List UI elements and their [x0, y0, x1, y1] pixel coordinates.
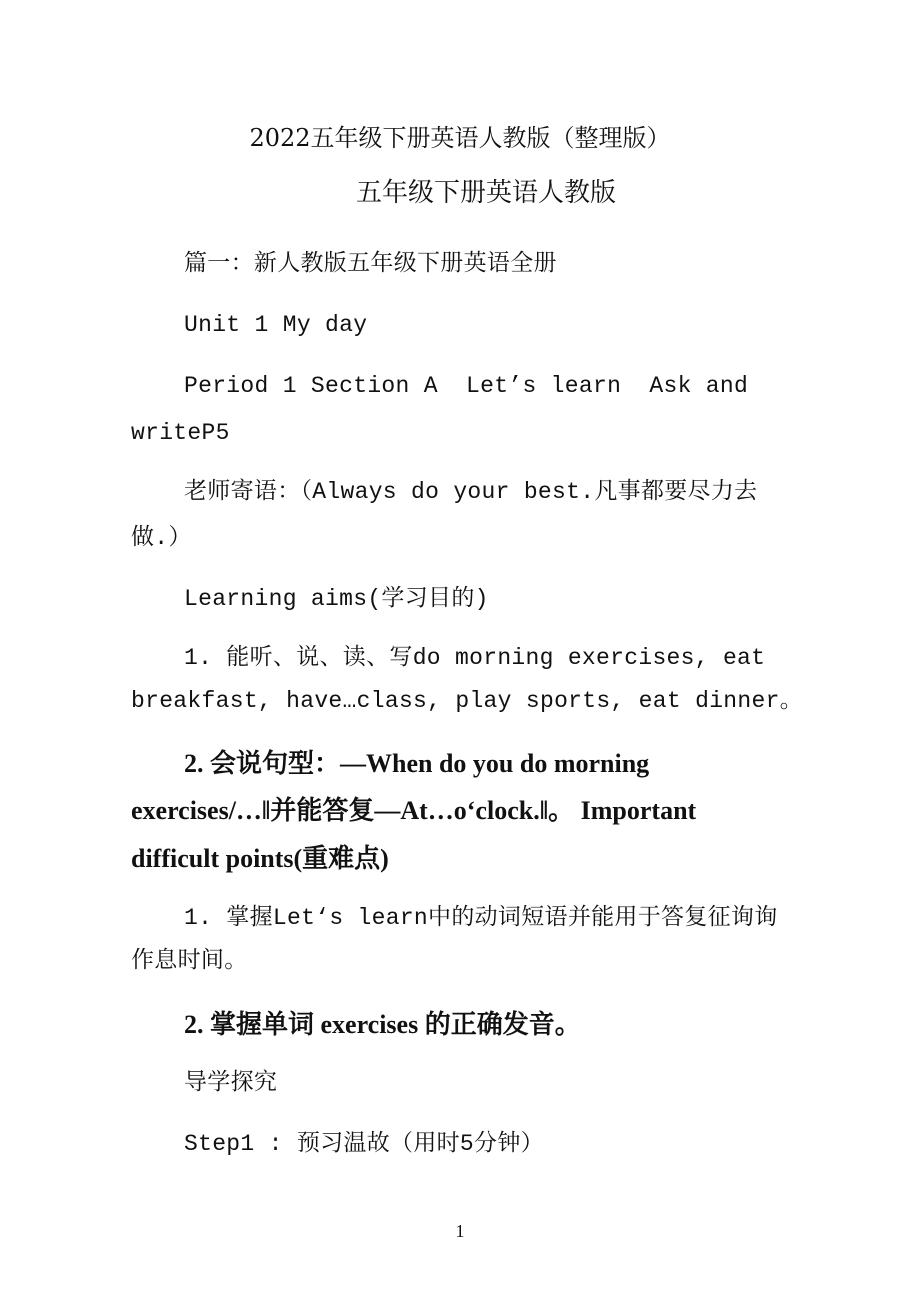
key-point-1-line-2: 作息时间。	[131, 948, 248, 974]
aim-1-line-1: 1. 能听、说、读、写do morning exercises, eat	[184, 645, 766, 671]
period-line-2: writeP5	[131, 420, 230, 446]
step-1-heading: Step1 : 预习温故（用时5分钟）	[184, 1131, 544, 1157]
aim-2-line-3: difficult points(重难点)	[131, 844, 389, 873]
aim-1-line-2: breakfast, have…class, play sports, eat dinner。	[131, 688, 804, 714]
page-number: 1	[455, 1221, 465, 1241]
teacher-message-line-2: 做.）	[131, 525, 192, 551]
period-line-1: Period 1 Section A Let’s learn Ask and	[184, 373, 749, 399]
document-title: 2022五年级下册英语人教版（整理版）	[249, 124, 671, 152]
guided-inquiry-heading: 导学探究	[184, 1070, 278, 1096]
aim-2-line-1: 2. 会说句型：—When do you do morning	[184, 749, 650, 778]
learning-aims-heading: Learning aims(学习目的)	[184, 586, 489, 612]
teacher-message-line-1: 老师寄语：（Always do your best.凡事都要尽力去	[184, 479, 758, 505]
document-subtitle: 五年级下册英语人教版	[355, 178, 616, 208]
aim-2-line-2: exercises/…‖并能答复—At…o‘clock.‖。 Important	[131, 796, 697, 825]
key-point-1-line-1: 1. 掌握Let‘s learn中的动词短语并能用于答复征询询	[184, 905, 778, 931]
unit-heading: Unit 1 My day	[184, 312, 368, 338]
key-point-2: 2. 掌握单词 exercises 的正确发音。	[184, 1010, 581, 1039]
chapter-heading: 篇一：新人教版五年级下册英语全册	[184, 251, 557, 277]
